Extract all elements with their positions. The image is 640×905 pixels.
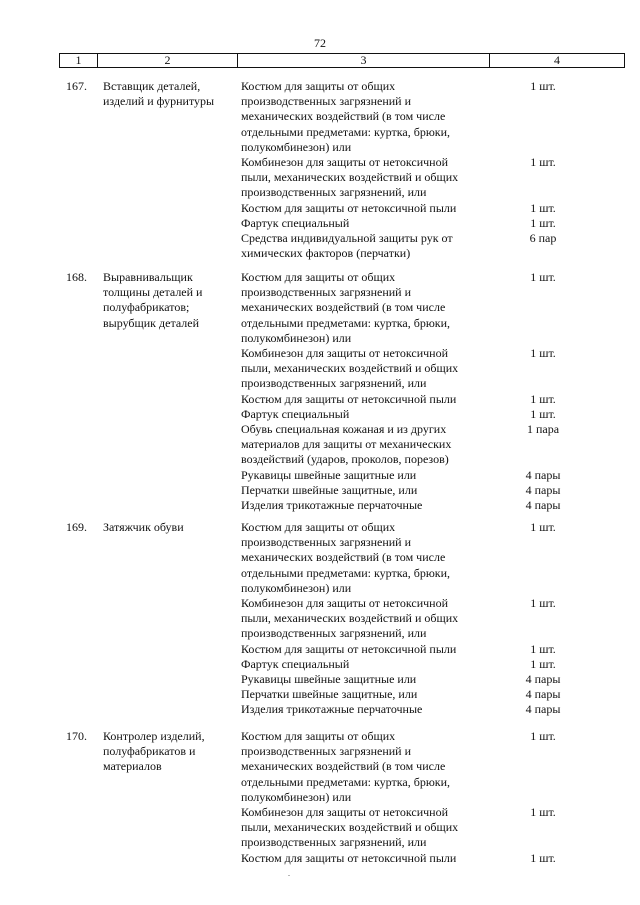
ppe-item-text: Фартук специальный [241,406,350,421]
ppe-quantity: 1 шт. [530,346,556,360]
ppe-quantity: 4 пары [525,498,561,512]
ppe-item-text: пыли, механических воздействий и общих [241,820,459,835]
ppe-item-text: Изделия трикотажные перчаточные [241,702,423,717]
ppe-item-text: производственных загрязнений, или [241,376,427,391]
profession-name-line: вырубщик деталей [103,315,199,330]
ppe-item-text: Комбинезон для защиты от нетоксичной [241,805,449,819]
row-number: 168. [66,270,87,284]
ppe-item-text: производственных загрязнений и [241,285,412,300]
profession-name-line: Вставщик деталей, [103,79,201,93]
header-col-1: 1 [60,54,98,67]
ppe-item-text: пыли, механических воздействий и общих [241,611,459,626]
ppe-item-text: отдельными предметами: куртка, брюки, [241,565,451,580]
profession-name-line: материалов [103,759,162,774]
ppe-item-text: Рукавицы швейные защитные или [241,672,417,686]
ppe-quantity: 4 пары [525,687,561,702]
ppe-item-text: производственных загрязнений и [241,535,412,550]
ppe-quantity: 4 пары [525,672,561,686]
ppe-item-text: отдельными предметами: куртка, брюки, [241,315,451,330]
ppe-item-text: Комбинезон для защиты от нетоксичной [241,346,449,360]
ppe-item-text: Комбинезон для защиты от нетоксичной [241,155,449,169]
profession-name-line: толщины деталей и [103,285,203,300]
ppe-quantity: 1 шт. [530,641,556,656]
ppe-item-text: полукомбинезон) или [241,139,352,154]
ppe-item-text: Костюм для защиты от общих [241,729,396,743]
profession-name-line: Затяжчик обуви [103,520,184,534]
row-number: 170. [66,729,87,743]
row-number: 167. [66,79,87,93]
profession-name-line: полуфабрикатов и [103,744,196,759]
ppe-item-text: полукомбинезон) или [241,580,352,595]
ppe-item-text: отдельными предметами: куртка, брюки, [241,124,451,139]
ppe-item-text: производственных загрязнений, или [241,185,427,200]
row-number: 169. [66,520,87,534]
ppe-item-text: производственных загрязнений и [241,744,412,759]
ppe-item-text: полукомбинезон) или [241,789,352,804]
ppe-item-text: производственных загрязнений и [241,94,412,109]
header-col-2: 2 [98,54,238,67]
ppe-item-text: производственных загрязнений, или [241,626,427,641]
profession-name-line: полуфабрикатов; [103,300,190,315]
ppe-item-text: Комбинезон для защиты от нетоксичной [241,596,449,610]
ppe-item-text: механических воздействий (в том числе [241,550,446,565]
ppe-quantity: 1 шт. [530,391,556,406]
ppe-item-text: Обувь специальная кожаная и из других [241,422,447,436]
ppe-item-text: воздействий (ударов, проколов, порезов) [241,452,449,467]
ppe-item-text: Костюм для защиты от нетоксичной пыли [241,641,457,656]
ppe-item-text: пыли, механических воздействий и общих [241,170,459,185]
ppe-quantity: 1 шт. [530,200,556,215]
profession-name-line: изделий и фурнитуры [103,94,215,109]
ppe-quantity: 1 шт. [530,215,556,230]
ppe-item-text: Костюм для защиты от нетоксичной пыли [241,200,457,215]
ppe-item-text: материалов для защиты от механических [241,437,452,452]
ppe-item-text: Фартук специальный [241,215,350,230]
ppe-item-text: Костюм для защиты от нетоксичной пыли [241,391,457,406]
ppe-item-text: Средства индивидуальной защиты рук от [241,231,453,245]
profession-name [103,520,233,535]
ppe-quantity: 1 шт. [530,656,556,671]
profession-name [103,270,233,331]
ppe-item-text: механических воздействий (в том числе [241,300,446,315]
table-header [59,53,625,68]
ppe-item-text: Перчатки швейные защитные, или [241,482,418,497]
ppe-item-text: механических воздействий (в том числе [241,109,446,124]
ppe-quantity: 1 шт. [530,729,556,743]
ppe-item-text: Костюм для защиты от общих [241,79,396,93]
ppe-quantity: 4 пары [525,702,561,717]
ppe-item-text: Фартук специальный [241,656,350,671]
header-col-3: 3 [238,54,490,67]
ppe-item-text: Костюм для защиты от нетоксичной пыли [241,850,457,865]
ppe-item-text: пыли, механических воздействий и общих [241,361,459,376]
profession-name-line: Контролер изделий, [103,729,205,743]
ppe-quantity: 1 шт. [530,805,556,819]
profession-name [103,729,233,775]
ppe-item-text: химических факторов (перчатки) [241,246,411,261]
ppe-item-text: отдельными предметами: куртка, брюки, [241,774,451,789]
ppe-quantity: 1 шт. [530,596,556,610]
ppe-quantity: 4 пары [525,467,561,482]
ppe-quantity: 1 шт. [530,406,556,421]
profession-name-line: Выравнивальщик [103,270,193,284]
header-col-4: 4 [554,53,560,67]
ppe-item-text: полукомбинезон) или [241,330,352,345]
page-number: 72 [314,36,326,50]
footer-mark: . [288,869,290,878]
ppe-quantity: 1 шт. [530,155,556,169]
ppe-item-text: Костюм для защиты от общих [241,520,396,534]
profession-name [103,79,233,109]
ppe-quantity: 1 шт. [530,850,556,865]
ppe-item-text: Перчатки швейные защитные, или [241,687,418,702]
ppe-quantity: 6 пар [529,231,557,245]
ppe-item-text: механических воздействий (в том числе [241,759,446,774]
ppe-item-text: Изделия трикотажные перчаточные [241,498,423,512]
ppe-quantity: 1 шт. [530,79,556,93]
ppe-item-text: Костюм для защиты от общих [241,270,396,284]
ppe-quantity: 4 пары [525,482,561,497]
ppe-quantity: 1 пара [526,422,560,436]
ppe-quantity: 1 шт. [530,270,556,284]
ppe-item-text: производственных загрязнений, или [241,835,427,850]
ppe-item-text: Рукавицы швейные защитные или [241,467,417,482]
ppe-quantity: 1 шт. [530,520,556,534]
